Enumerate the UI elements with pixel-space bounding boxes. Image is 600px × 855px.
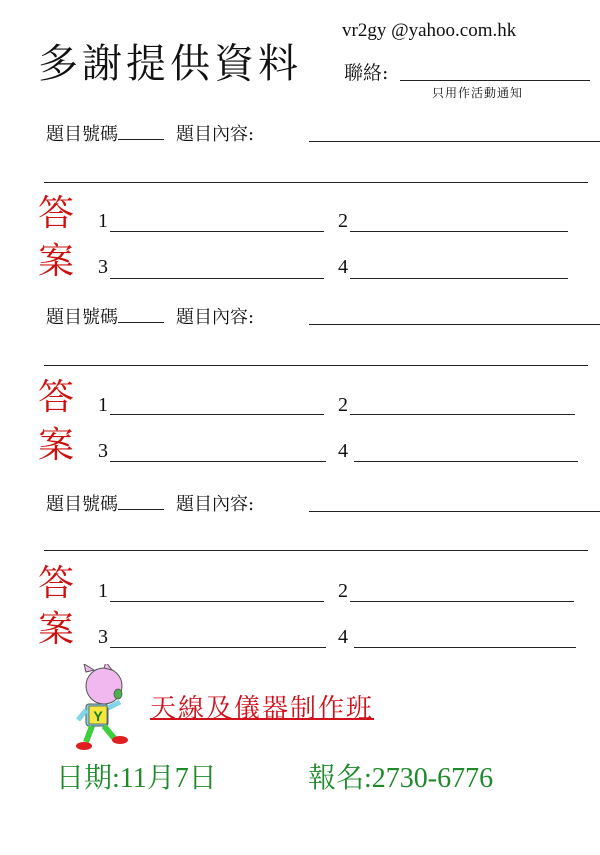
answer-1-label: 1 [98,210,108,232]
answer-2-field[interactable] [350,414,575,415]
question-row-2 [46,303,591,329]
question-row-3 [46,490,591,516]
question-content-field[interactable] [309,141,600,142]
answer-2-field[interactable] [350,231,568,232]
page-title: 多謝提供資料 [38,41,302,87]
answer-4-label: 4 [338,626,348,648]
answer-4-label: 4 [338,440,348,462]
contact-email: vr2gy @yahoo.com.hk [342,20,517,41]
answer-label-top: 答 [38,563,75,604]
contact-label: 聯絡: [344,62,389,84]
contact-note: 只用作活動通知 [432,86,524,100]
answer-4-field[interactable] [354,647,576,648]
answer-4-field[interactable] [354,461,578,462]
answer-4-field[interactable] [350,278,568,279]
question-content-line-2[interactable] [44,550,588,551]
mascot-letter: Y [93,708,103,724]
answer-3-label: 3 [98,440,108,462]
question-content-line-2[interactable] [44,182,588,183]
answer-4-label: 4 [338,256,348,278]
answer-1-field[interactable] [110,414,324,415]
answer-3-field[interactable] [110,647,326,648]
question-content-field[interactable] [309,511,600,512]
question-number-field[interactable] [118,139,164,140]
answer-3-field[interactable] [110,461,326,462]
answer-label-top: 答 [38,377,75,418]
registration-phone: 報名:2730-6776 [308,763,494,794]
course-title: 天線及儀器制作班 [150,694,375,724]
answer-3-field[interactable] [110,278,324,279]
question-content-label: 題目內容: [176,494,255,515]
answer-3-label: 3 [98,626,108,648]
contact-input-line[interactable] [400,80,590,81]
answer-label-bottom: 案 [38,241,75,282]
question-number-field[interactable] [118,322,164,323]
answer-2-label: 2 [338,210,348,232]
question-number-field[interactable] [118,509,164,510]
answer-1-label: 1 [98,394,108,416]
answer-label-bottom: 案 [38,609,75,650]
answer-1-label: 1 [98,580,108,602]
question-content-label: 題目內容: [176,124,255,145]
question-row-1 [46,120,591,146]
answer-label-bottom: 案 [38,425,75,466]
question-number-label: 題目號碼 [46,494,118,515]
answer-1-field[interactable] [110,601,324,602]
question-number-label: 題目號碼 [46,124,118,145]
answer-2-field[interactable] [350,601,574,602]
answer-1-field[interactable] [110,231,324,232]
pig-mascot-icon [74,664,136,752]
answer-2-label: 2 [338,580,348,602]
answer-label-top: 答 [38,193,75,234]
question-number-label: 題目號碼 [46,307,118,328]
event-date: 日期:11月7日 [56,763,217,794]
answer-2-label: 2 [338,394,348,416]
question-content-field[interactable] [309,324,600,325]
answer-3-label: 3 [98,256,108,278]
question-content-line-2[interactable] [44,365,588,366]
question-content-label: 題目內容: [176,307,255,328]
